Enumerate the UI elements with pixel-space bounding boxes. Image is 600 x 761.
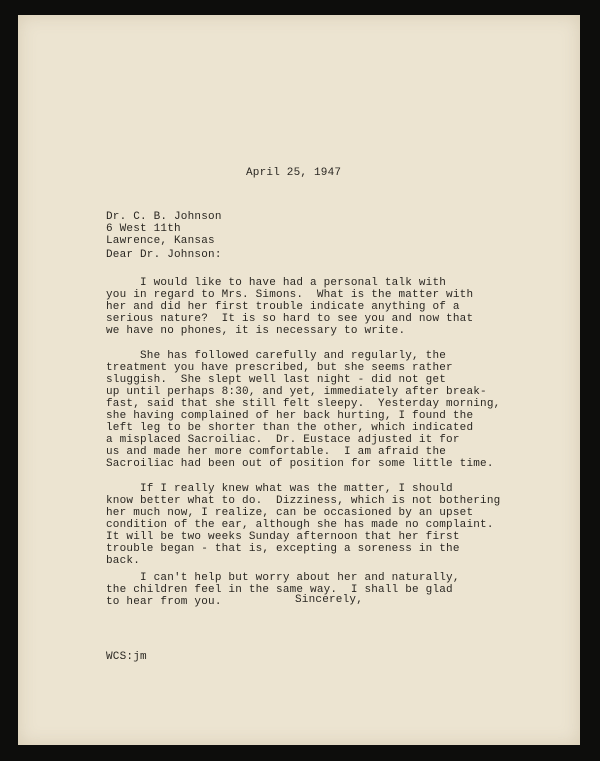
paragraph-line: she having complained of her back hurting, I found the — [106, 410, 474, 422]
paragraph-line: fast, said that she still felt sleepy. Yesterday morning, — [106, 398, 501, 410]
paragraph-line: know better what to do. Dizziness, which is not bothering — [106, 495, 501, 507]
paragraph-line: we have no phones, it is necessary to write. — [106, 325, 406, 337]
paragraph-line: her and did her first trouble indicate anything of a — [106, 301, 460, 313]
paragraph-line: I would like to have had a personal talk with — [106, 277, 447, 289]
paragraph-line: If I really knew what was the matter, I should — [106, 483, 453, 495]
address-line: Dr. C. B. Johnson — [106, 211, 222, 223]
address-line: 6 West 11th — [106, 223, 181, 235]
letter-date: April 25, 1947 — [246, 167, 342, 179]
paragraph-line: trouble began - that is, excepting a soreness in the — [106, 543, 460, 555]
paragraph-line: She has followed carefully and regularly, the — [106, 350, 447, 362]
paragraph-line: up until perhaps 8:30, and yet, immediately after break- — [106, 386, 487, 398]
paragraph-line: condition of the ear, although she has made no complaint. — [106, 519, 494, 531]
paragraph-line: I can't help but worry about her and naturally, — [106, 572, 460, 584]
salutation: Dear Dr. Johnson: — [106, 249, 222, 261]
closing: Sincerely, — [295, 594, 364, 606]
paragraph-line: serious nature? It is so hard to see you and now that — [106, 313, 474, 325]
typist-initials: WCS:jm — [106, 651, 147, 663]
paragraph-line: It will be two weeks Sunday afternoon that her first — [106, 531, 460, 543]
paragraph-line: sluggish. She slept well last night - did not get — [106, 374, 447, 386]
paragraph-line: left leg to be shorter than the other, which indicated — [106, 422, 474, 434]
paragraph-line: the children feel in the same way. I shall be glad — [106, 584, 453, 596]
address-line: Lawrence, Kansas — [106, 235, 215, 247]
paragraph-line: back. — [106, 555, 141, 567]
paragraph-line: a misplaced Sacroiliac. Dr. Eustace adjusted it for — [106, 434, 460, 446]
paragraph-line: us and made her more comfortable. I am afraid the — [106, 446, 447, 458]
paragraph-line: you in regard to Mrs. Simons. What is the matter with — [106, 289, 474, 301]
paragraph-line: her much now, I realize, can be occasioned by an upset — [106, 507, 474, 519]
letter-page — [18, 15, 580, 745]
paragraph-line: Sacroiliac had been out of position for some little time. — [106, 458, 494, 470]
paragraph-line: to hear from you. — [106, 596, 222, 608]
paragraph-line: treatment you have prescribed, but she seems rather — [106, 362, 453, 374]
